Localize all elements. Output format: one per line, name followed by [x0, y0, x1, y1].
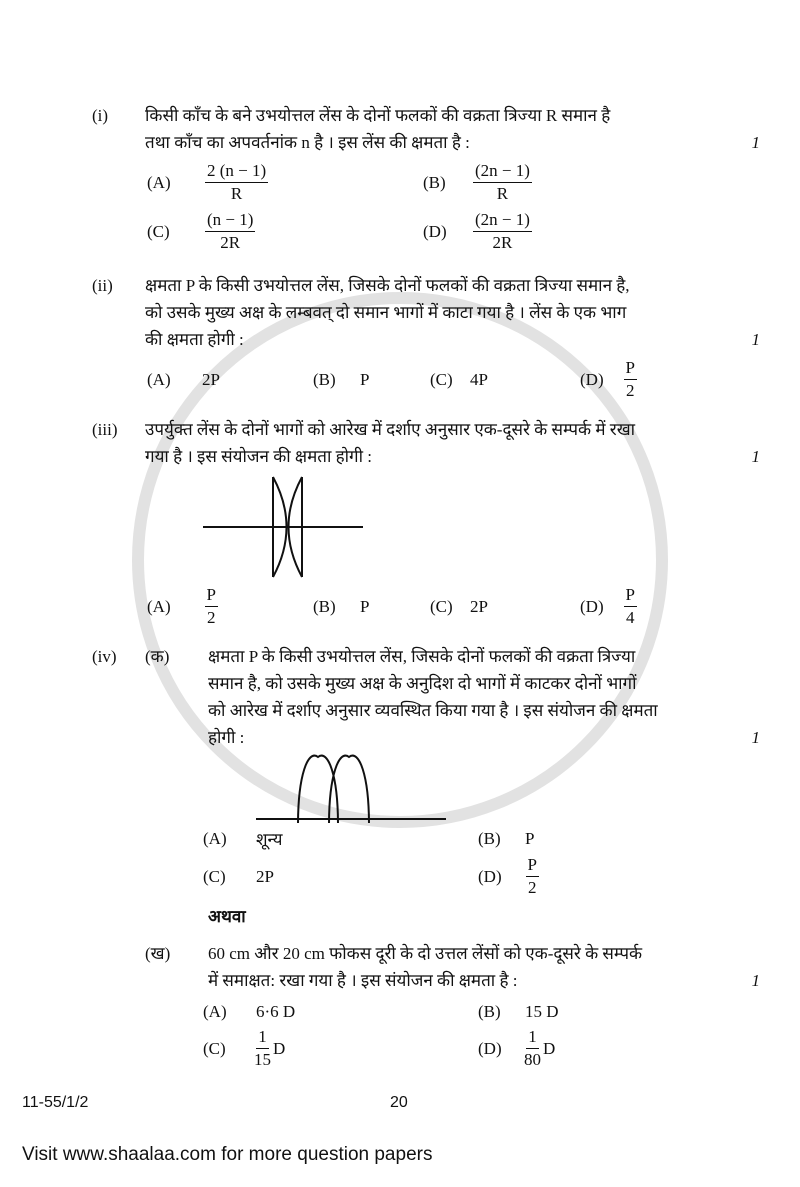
option-value: P: [360, 596, 370, 616]
lens-halves-axis-diagram: [254, 753, 454, 823]
option-fraction: $\frac{(2n - 1)}{2R}$: [475, 210, 530, 252]
option-label: (B): [313, 369, 336, 389]
option-a: [147, 370, 313, 390]
option-label: (D): [580, 369, 604, 389]
question-text: में समाक्षत: रखा गया है । इस संयोजन की क्षमता है :: [208, 971, 518, 990]
option-b: [478, 1002, 559, 1022]
option-a: [203, 827, 478, 850]
option-b: [313, 370, 430, 390]
question-text: को उसके मुख्य अक्ष के लम्बवत् दो समान भागों में काटा गया है । लेंस के एक भाग: [145, 303, 627, 322]
option-b: [423, 160, 532, 205]
option-label: (A): [147, 172, 171, 192]
option-c: [430, 370, 580, 390]
option-fraction: $\frac{(2n - 1)}{R}$: [475, 161, 530, 203]
question-2: [92, 272, 760, 402]
question-1: [92, 102, 760, 254]
question-text: तथा काँच का अपवर्तनांक n है । इस लेंस की क्षमता है :: [145, 133, 470, 152]
option-d: [580, 584, 637, 629]
option-label: (D): [423, 221, 447, 241]
marks: 1: [751, 330, 760, 349]
option-fraction: $\frac{1}{15}$: [254, 1027, 271, 1069]
marks: 1: [751, 971, 760, 990]
option-label: (A): [203, 1002, 227, 1021]
marks: 1: [751, 133, 760, 152]
option-label: (C): [430, 369, 453, 389]
option-label: (B): [478, 828, 501, 848]
page-number: 20: [390, 1094, 408, 1111]
option-c: [147, 209, 423, 254]
option-value: 15 D: [525, 1002, 559, 1021]
option-d: [478, 854, 539, 899]
option-value: 4P: [470, 369, 488, 389]
question-text: उपर्युक्त लेंस के दोनों भागों को आरेख में दर्शाए अनुसार एक-दूसरे के सम्पर्क में रखा: [145, 420, 636, 439]
option-label: (A): [147, 596, 171, 616]
sub-question-a: [145, 643, 760, 930]
question-text: को आरेख में दर्शाए अनुसार व्यवस्थित किया गया है । इस संयोजन की क्षमता: [208, 701, 658, 720]
option-label: (C): [203, 1038, 226, 1058]
option-label: (C): [430, 596, 453, 616]
option-fraction: $\frac{1}{80}$: [524, 1027, 541, 1069]
option-value: P: [525, 828, 535, 848]
question-number: (iii): [92, 420, 118, 439]
option-d: [478, 1026, 555, 1071]
option-fraction: $\frac{(n - 1)}{2R}$: [207, 210, 254, 252]
option-unit: D: [273, 1038, 286, 1058]
option-fraction: $\frac{P}{2}$: [206, 585, 216, 627]
question-text: होगी :: [208, 728, 245, 747]
paper-code: 11-55/1/2: [22, 1094, 89, 1111]
option-value: P: [360, 369, 370, 389]
option-value: 6·6 D: [256, 1002, 296, 1021]
question-3: [92, 416, 760, 629]
option-a: [147, 584, 313, 629]
option-label: (B): [423, 172, 446, 192]
option-value: 2P: [470, 596, 488, 616]
sub-question-label: (क): [145, 647, 170, 666]
option-label: (B): [313, 596, 336, 616]
option-label: (D): [478, 1038, 502, 1058]
question-text: किसी काँच के बने उभयोत्तल लेंस के दोनों फलकों की वक्रता त्रिज्या R समान है: [145, 106, 611, 125]
option-label: (D): [580, 596, 604, 616]
page-footer: [22, 1093, 800, 1113]
option-label: (C): [147, 221, 170, 241]
option-label: (A): [203, 828, 227, 848]
option-c: [203, 867, 478, 887]
question-text: 60 cm और 20 cm फोकस दूरी के दो उत्तल लेंसों को एक-दूसरे के सम्पर्क: [208, 944, 643, 963]
question-4: [92, 643, 760, 1071]
option-fraction: $\frac{2 (n - 1)}{R}$: [207, 161, 267, 203]
question-number: (iv): [92, 647, 117, 666]
option-value: 2P: [202, 369, 220, 389]
question-number: (i): [92, 106, 109, 125]
option-c: [430, 597, 580, 617]
option-d: [423, 209, 532, 254]
question-text: समान है, को उसके मुख्य अक्ष के अनुदिश दो भागों में काटकर दोनों भागों: [208, 674, 637, 693]
question-text: क्षमता P के किसी उभयोत्तल लेंस, जिसके दोनों फलकों की वक्रता त्रिज्या समान है,: [145, 276, 630, 295]
sub-question-label: (ख): [145, 944, 171, 963]
option-label: (D): [478, 866, 502, 886]
marks: 1: [751, 728, 760, 747]
option-c: [203, 1026, 478, 1071]
or-separator: अथवा: [208, 907, 246, 926]
question-number: (ii): [92, 276, 113, 295]
option-label: (B): [478, 1002, 501, 1021]
option-a: [147, 160, 423, 205]
option-label: (C): [203, 866, 226, 886]
question-text: गया है । इस संयोजन की क्षमता होगी :: [145, 447, 372, 466]
option-value: 2P: [256, 866, 274, 886]
sub-question-b: [145, 940, 760, 1071]
option-b: [313, 597, 430, 617]
option-a: [203, 1002, 478, 1022]
option-value: शून्य: [256, 830, 283, 849]
option-fraction: $\frac{P}{4}$: [625, 585, 635, 627]
question-text: की क्षमता होगी :: [145, 330, 244, 349]
option-label: (A): [147, 369, 171, 389]
lens-halves-contact-diagram: [201, 474, 371, 580]
option-b: [478, 829, 534, 849]
option-fraction: $\frac{P}{2}$: [625, 358, 635, 400]
marks: 1: [751, 447, 760, 466]
option-d: [580, 357, 637, 402]
option-unit: D: [543, 1038, 556, 1058]
visit-link[interactable]: Visit www.shaalaa.com for more question papers: [22, 1144, 433, 1165]
question-text: क्षमता P के किसी उभयोत्तल लेंस, जिसके दोनों फलकों की वक्रता त्रिज्या: [208, 647, 636, 666]
option-fraction: $\frac{P}{2}$: [527, 855, 537, 897]
